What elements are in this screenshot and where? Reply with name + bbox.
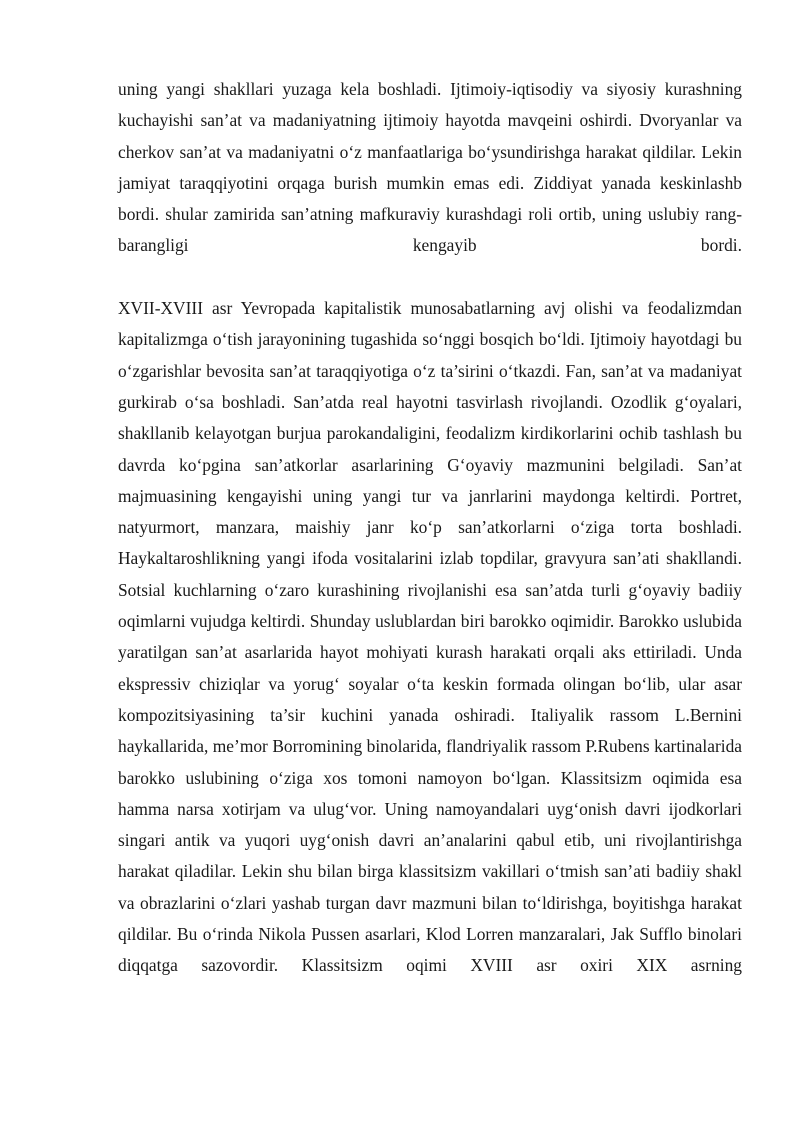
paragraph-2: XVII-XVIII asr Yevropada kapitalistik munosabatlarning avj olishi va feodalizmdan kapitalizmga o‘tish jarayonining tugashida so‘nggi bosqich bo‘ldi. Ijtimoiy hayotdagi bu o‘zgarishlar bevosita san’at taraqqiyotiga o‘z ta’sirini o‘tkazdi. Fan, san’at va madaniyat gurkirab o‘sa boshladi. San’atda real hayotni tasvirlash rivojlandi. Ozodlik g‘oyalari, shakllanib kelayotgan burjua parokandaligini, feodalizm kirdikorlarini ochib tashlash bu davrda ko‘pgina san’atkorlar asarlarining G‘oyaviy mazmunini belgiladi. San’at majmuasining kengayishi uning yangi tur va janrlarini maydonga keltirdi. Portret, natyurmort, manzara, maishiy janr ko‘p san’atkorlarni o‘ziga torta boshladi. Haykaltaroshlikning yangi ifoda vositalarini izlab topdilar, gravyura san’ati shakllandi. Sotsial kuchlarning o‘zaro kurashining rivojlanishi esa san’atda turli g‘oyaviy badiiy oqimlarni vujudga keltirdi. Shunday uslublardan biri barokko oqimidir. Barokko uslubida yaratilgan san’at asarlarida hayot mohiyati kurash harakati orqali aks ettiriladi. Unda ekspressiv chiziqlar va yorug‘ soyalar o‘ta keskin formada olingan bo‘lib, ular asar kompozitsiyasining ta’sir kuchini yanada oshiradi. Italiyalik rassom L.Bernini haykallarida, me’mor Borromining binolarida, flandriyalik rassom P.Rubens kartinalarida barokko uslubining o‘ziga xos tomoni namoyon bo‘lgan. Klassitsizm oqimida esa hamma narsa xotirjam va ulug‘vor. Uning namoyandalari uyg‘onish davri ijodkorlari singari antik va yuqori uyg‘onish davri an’analarini qabul etib, uni rivojlantirishga harakat qiladilar. Lekin shu bilan birga klassitsizm vakillari o‘tmish san’ati badiiy shakl va obrazlarini o‘zlari yashab turgan davr mazmuni bilan to‘ldirishga, boyitishga harakat qildilar. Bu o‘rinda Nikola Pussen asarlari, Klod Lorren manzaralari, Jak Sufflo binolari diqqatga sazovordir. Klassitsizm oqimi XVIII asr oxiri XIX asrning <box>118 298 742 976</box>
paragraph-1: uning yangi shakllari yuzaga kela boshladi. Ijtimoiy-iqtisodiy va siyosiy kurashning kuchayishi san’at va madaniyatning ijtimoiy hayotda mavqeini oshirdi. Dvoryanlar va cherkov san’at va madaniyatni o‘z manfaatlariga bo‘ysundirishga harakat qildilar. Lekin jamiyat taraqqiyotini orqaga burish mumkin emas edi. Ziddiyat yanada keskinlashb bordi. shular zamirida san’atning mafkuraviy kurashdagi roli ortib, uning uslubiy rang-barangligi kengayib bordi. <box>118 79 742 256</box>
paragraph-spacer <box>118 262 742 293</box>
document-page <box>118 74 742 982</box>
